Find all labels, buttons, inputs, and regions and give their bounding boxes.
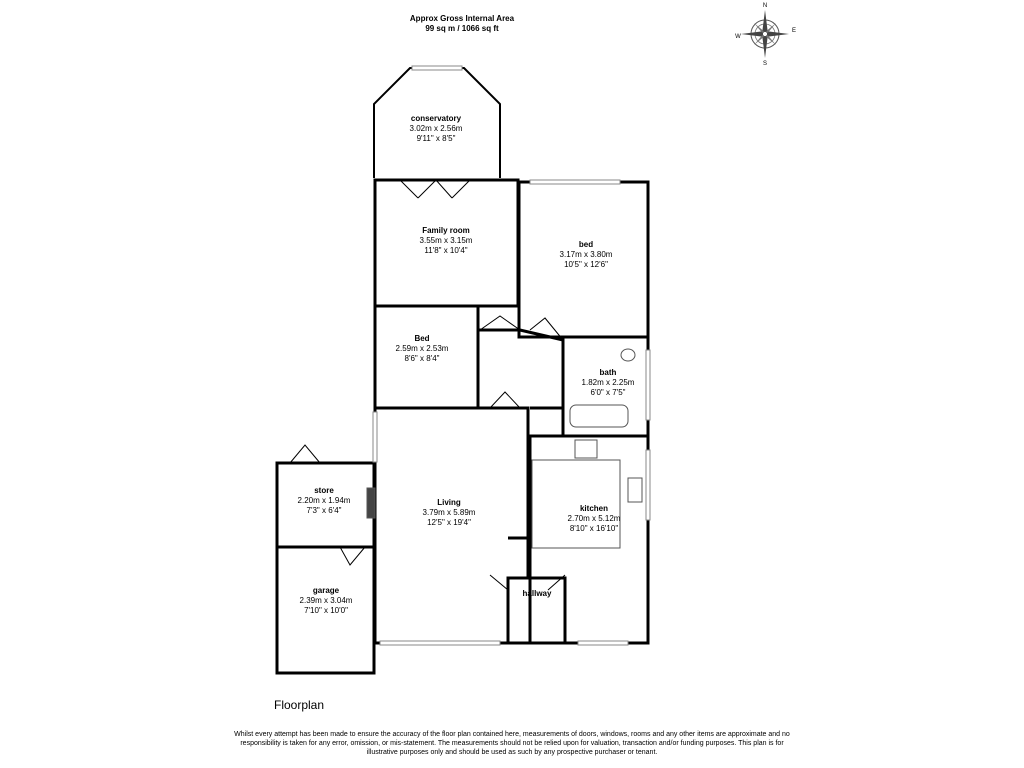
toilet (621, 349, 635, 361)
room-imperial: 6'0" x 7'5" (590, 388, 626, 397)
room-imperial: 8'6" x 8'4" (404, 354, 440, 363)
room-bed-1 (543, 240, 629, 270)
room-name: Bed (414, 334, 430, 343)
gross-area-title: Approx Gross Internal Area (409, 14, 515, 23)
room-metric: 3.55m x 3.15m (419, 236, 473, 245)
room-imperial: 11'8" x 10'4" (424, 246, 468, 255)
room-family-room (400, 226, 492, 256)
window-kitchen-bottom (578, 641, 628, 645)
gross-area-value: 99 sq m / 1066 sq ft (425, 24, 499, 33)
room-name: store (314, 486, 334, 495)
window-kitchen-right (646, 450, 650, 520)
compass-west: W (735, 34, 741, 40)
bathtub (570, 405, 628, 427)
door-garage (340, 547, 365, 565)
floorplan-caption: Floorplan (274, 698, 325, 712)
window-bed1-top (530, 180, 620, 184)
room-kitchen (556, 504, 632, 534)
room-name: garage (312, 586, 340, 595)
room-name: bed (578, 240, 594, 249)
compass-north: N (762, 3, 768, 9)
room-metric: 1.82m x 2.25m (581, 378, 635, 387)
window-living-left (373, 412, 377, 462)
window-living-bottom (380, 641, 500, 645)
room-name: Living (437, 498, 461, 507)
disclaimer-text: Whilst every attempt has been made to ensure the accuracy of the floor plan contained here, measurements of doors, windows, rooms and any other items are approximate and no responsibility is taken for any error, omission, or mis-statement. The measurements should not be relied upon for valuation, transaction and/or funding purposes. This plan is for illustrative purposes only and should be used as such by any prospective purchaser or tenant. (234, 731, 790, 756)
room-bed-2 (380, 334, 464, 364)
window-conservatory-top (412, 66, 462, 70)
room-metric: 3.79m x 5.89m (422, 508, 476, 517)
hob (575, 440, 597, 458)
room-imperial: 12'5" x 19'4" (427, 518, 471, 527)
room-metric: 2.39m x 3.04m (299, 596, 353, 605)
room-imperial: 7'3" x 6'4" (306, 506, 342, 515)
room-name: kitchen (579, 504, 608, 513)
room-garage (284, 586, 368, 616)
inner-hall-walls (478, 330, 563, 408)
room-bath (570, 368, 646, 398)
door-conservatory (400, 180, 470, 198)
room-hallway (512, 589, 562, 599)
room-metric: 3.17m x 3.80m (559, 250, 613, 259)
room-living (408, 498, 490, 528)
door-living (490, 392, 520, 408)
window-bath-right (646, 350, 650, 420)
room-name: Family room (422, 226, 470, 235)
room-store (282, 486, 366, 516)
room-metric: 3.02m x 2.56m (409, 124, 463, 133)
room-name: conservatory (410, 114, 462, 123)
kitchen-sink (628, 478, 642, 502)
room-name: bath (599, 368, 617, 377)
fireplace (367, 488, 375, 518)
room-imperial: 10'5" x 12'6" (564, 260, 608, 269)
room-metric: 2.70m x 5.12m (567, 514, 621, 523)
compass-south: S (762, 61, 768, 67)
room-conservatory (395, 114, 477, 144)
room-metric: 2.59m x 2.53m (395, 344, 449, 353)
room-imperial: 7'10" x 10'0" (304, 606, 348, 615)
door-store (290, 445, 320, 463)
room-imperial: 9'11" x 8'5" (416, 134, 456, 143)
room-metric: 2.20m x 1.94m (297, 496, 351, 505)
kitchen-walls (530, 436, 648, 643)
compass-east: E (791, 28, 797, 34)
room-imperial: 8'10" x 16'10" (569, 524, 619, 533)
room-name: hallway (522, 589, 552, 598)
